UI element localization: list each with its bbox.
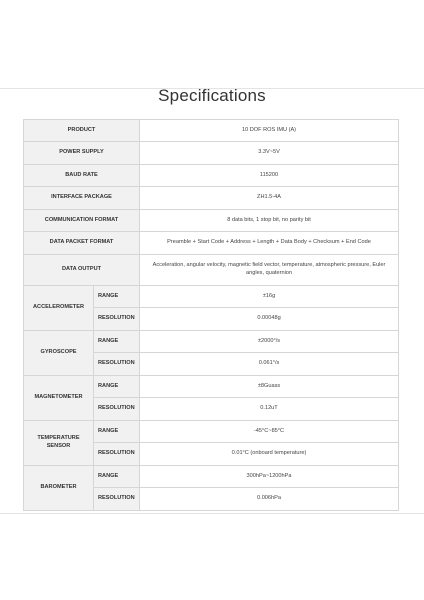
spec-group-label: ACCELEROMETER [24, 286, 94, 331]
spec-sub-label: RESOLUTION [94, 353, 140, 376]
spec-row-magnetometer-range [24, 376, 399, 398]
spec-value: Preamble + Start Code + Address + Length + Data Body + Checksum + End Code [140, 232, 399, 255]
spec-value: 0.006hPa [140, 488, 399, 511]
spec-label: BAUD RATE [24, 165, 140, 187]
spec-value: ZH1.5-4A [140, 187, 399, 210]
spec-group-label: GYROSCOPE [24, 331, 94, 376]
spec-row-power-supply [24, 142, 399, 165]
spec-value: 0.01°C (onboard temperature) [140, 443, 399, 466]
spec-value: 0.00048g [140, 308, 399, 331]
spec-sub-label: RESOLUTION [94, 308, 140, 331]
spec-value: 115200 [140, 165, 399, 187]
spec-label: DATA OUTPUT [24, 255, 140, 286]
spec-value: -45°C~85°C [140, 421, 399, 443]
spec-row-temperature-range [24, 421, 399, 443]
spec-group-label: MAGNETOMETER [24, 376, 94, 421]
spec-sub-label: RANGE [94, 376, 140, 398]
spec-value: 8 data bits, 1 stop bit, no parity bit [140, 210, 399, 232]
spec-value: 3.3V~5V [140, 142, 399, 165]
spec-value: 300hPa~1200hPa [140, 466, 399, 488]
spec-sub-label: RANGE [94, 421, 140, 443]
spec-row-barometer-range [24, 466, 399, 488]
spec-value: Acceleration, angular velocity, magnetic field vector, temperature, atmospheric pressure, Euler angles, quaternion [140, 255, 399, 286]
spec-sub-label: RESOLUTION [94, 398, 140, 421]
spec-group-label: BAROMETER [24, 466, 94, 511]
spec-label: INTERFACE PACKAGE [24, 187, 140, 210]
spec-value: 0.12uT [140, 398, 399, 421]
spec-sub-label: RANGE [94, 286, 140, 308]
spec-sub-label: RESOLUTION [94, 488, 140, 511]
spec-label: PRODUCT [24, 120, 140, 142]
spec-value: ±2000°/s [140, 331, 399, 353]
spec-row-interface-package [24, 187, 399, 210]
spec-group-label: TEMPERATURE SENSOR [24, 421, 94, 466]
spec-row-accelerometer-range [24, 286, 399, 308]
spec-sub-label: RANGE [94, 466, 140, 488]
spec-row-data-output [24, 255, 399, 286]
spec-value: 10 DOF ROS IMU (A) [140, 120, 399, 142]
spec-label: DATA PACKET FORMAT [24, 232, 140, 255]
spec-row-gyroscope-range [24, 331, 399, 353]
spec-value: ±16g [140, 286, 399, 308]
spec-sub-label: RESOLUTION [94, 443, 140, 466]
spec-row-product [24, 120, 399, 142]
spec-label: POWER SUPPLY [24, 142, 140, 165]
spec-row-data-packet-format [24, 232, 399, 255]
spec-sub-label: RANGE [94, 331, 140, 353]
spec-label: COMMUNICATION FORMAT [24, 210, 140, 232]
page-title: Specifications [158, 86, 266, 105]
spec-value: 0.061°/s [140, 353, 399, 376]
spec-row-baud-rate [24, 165, 399, 187]
spec-value: ±8Guass [140, 376, 399, 398]
spec-table [23, 119, 399, 511]
spec-row-communication-format [24, 210, 399, 232]
